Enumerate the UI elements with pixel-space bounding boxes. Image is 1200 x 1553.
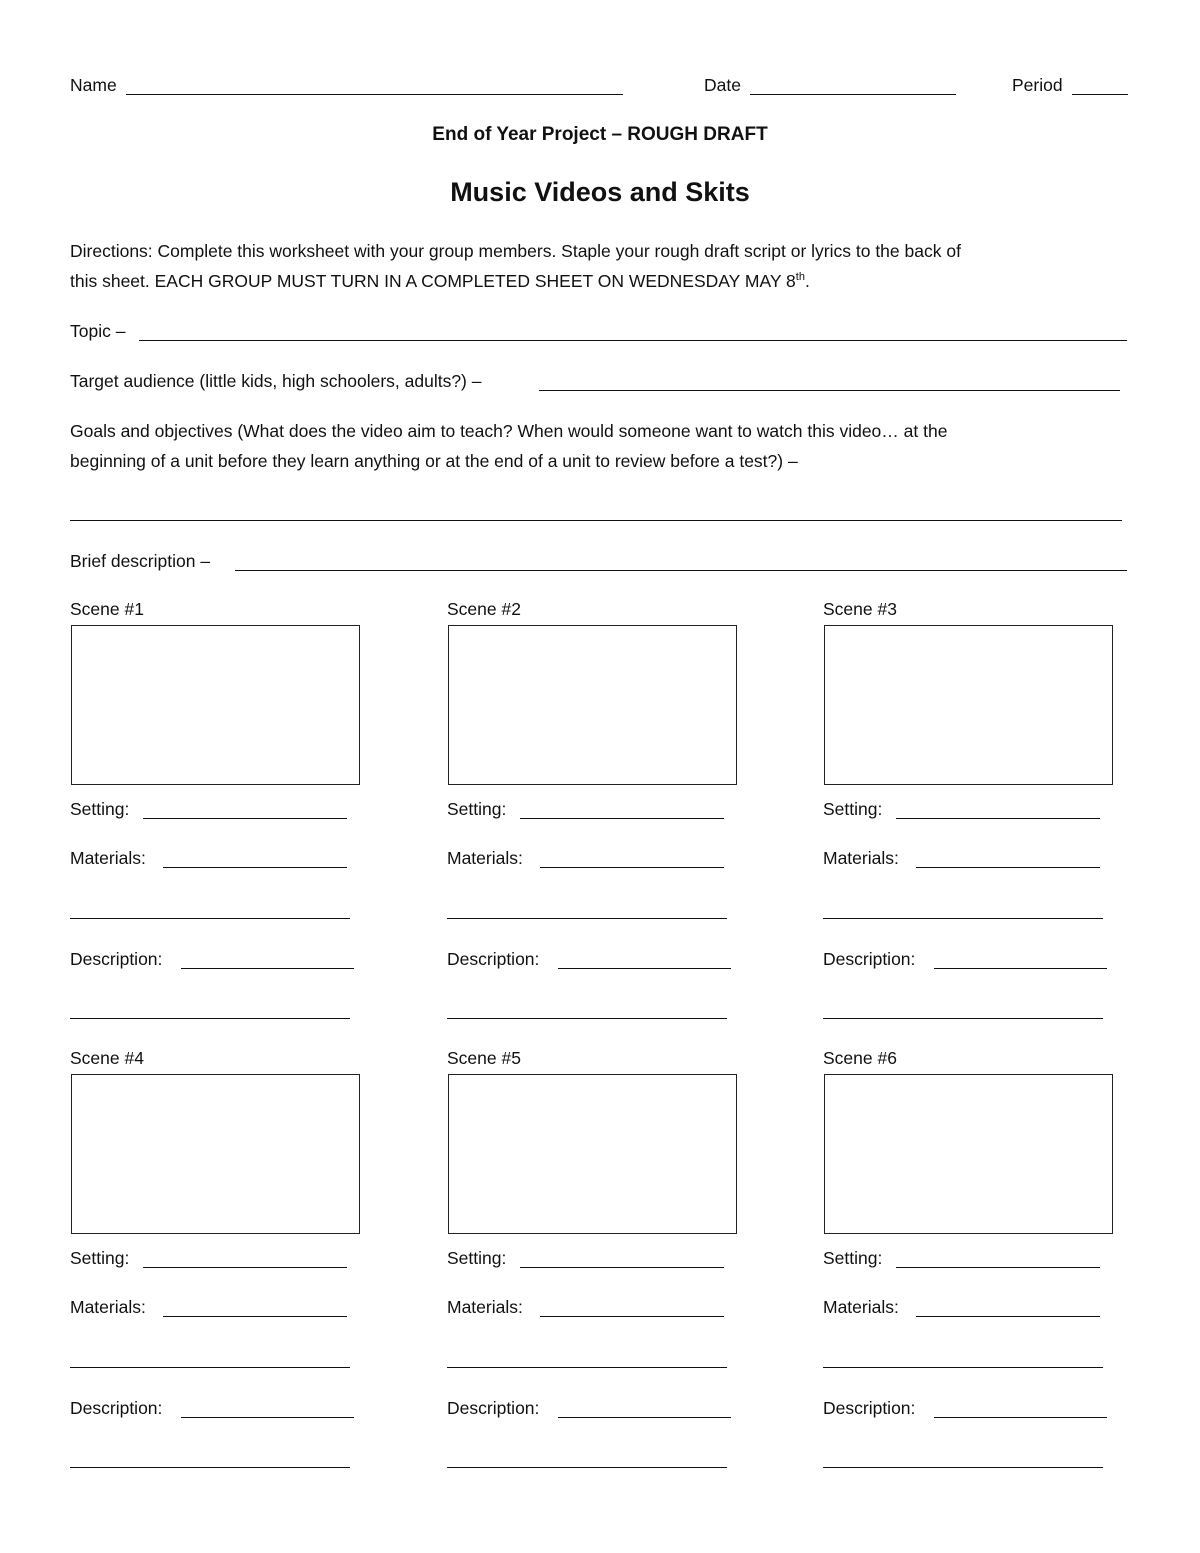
scene-3-description-label: Description: — [823, 949, 916, 969]
scene-5-description-field-2[interactable] — [447, 1467, 727, 1468]
scene-5-sketch-box[interactable] — [448, 1074, 737, 1234]
directions-line-2 — [70, 270, 810, 292]
scene-3-title: Scene #3 — [823, 599, 897, 619]
scene-2-materials-field[interactable] — [540, 867, 724, 868]
topic-field[interactable] — [139, 340, 1127, 341]
name-field[interactable] — [126, 94, 623, 95]
scene-6-materials-label: Materials: — [823, 1297, 899, 1317]
scene-4-materials-label: Materials: — [70, 1297, 146, 1317]
scene-1-description-label: Description: — [70, 949, 163, 969]
scene-5-materials-field-2[interactable] — [447, 1367, 727, 1368]
scene-2-description-field-2[interactable] — [447, 1018, 727, 1019]
scene-1-description-field-2[interactable] — [70, 1018, 350, 1019]
scene-4-materials-field[interactable] — [163, 1316, 347, 1317]
scene-5-materials-label: Materials: — [447, 1297, 523, 1317]
directions-line-1: Directions: Complete this worksheet with your group members. Staple your rough draft script or lyrics to the back of — [70, 241, 961, 261]
directions-text: this sheet. EACH GROUP MUST TURN IN A COMPLETED SHEET ON WEDNESDAY MAY 8 — [70, 271, 796, 291]
directions-superscript: th — [795, 271, 805, 284]
date-field[interactable] — [750, 94, 956, 95]
scene-4-description-label: Description: — [70, 1398, 163, 1418]
scene-2-materials-label: Materials: — [447, 848, 523, 868]
date-label: Date — [704, 75, 741, 95]
scene-2-description-field[interactable] — [558, 968, 731, 969]
page-title: Music Videos and Skits — [450, 177, 750, 207]
audience-label: Target audience (little kids, high schoolers, adults?) – — [70, 371, 482, 391]
scene-6-sketch-box[interactable] — [824, 1074, 1113, 1234]
period-field[interactable] — [1072, 94, 1128, 95]
scene-1-materials-label: Materials: — [70, 848, 146, 868]
scene-1-materials-field-2[interactable] — [70, 918, 350, 919]
scene-4-setting-field[interactable] — [143, 1267, 347, 1268]
scene-1-setting-field[interactable] — [143, 818, 347, 819]
brief-field[interactable] — [235, 570, 1127, 571]
scene-4-title: Scene #4 — [70, 1048, 144, 1068]
scene-4-materials-field-2[interactable] — [70, 1367, 350, 1368]
scene-1-title: Scene #1 — [70, 599, 144, 619]
scene-6-setting-label: Setting: — [823, 1248, 883, 1268]
scene-5-materials-field[interactable] — [540, 1316, 724, 1317]
scene-5-description-field[interactable] — [558, 1417, 731, 1418]
scene-3-sketch-box[interactable] — [824, 625, 1113, 785]
scene-2-setting-label: Setting: — [447, 799, 507, 819]
scene-3-materials-label: Materials: — [823, 848, 899, 868]
scene-6-title: Scene #6 — [823, 1048, 897, 1068]
scene-6-materials-field[interactable] — [916, 1316, 1100, 1317]
scene-3-description-field-2[interactable] — [823, 1018, 1103, 1019]
brief-label: Brief description – — [70, 551, 211, 571]
scene-4-description-field[interactable] — [181, 1417, 354, 1418]
scene-5-description-label: Description: — [447, 1398, 540, 1418]
scene-6-description-field[interactable] — [934, 1417, 1107, 1418]
scene-1-sketch-box[interactable] — [71, 625, 360, 785]
scene-6-description-field-2[interactable] — [823, 1467, 1103, 1468]
scene-3-setting-label: Setting: — [823, 799, 883, 819]
scene-2-materials-field-2[interactable] — [447, 918, 727, 919]
scene-4-setting-label: Setting: — [70, 1248, 130, 1268]
scene-3-setting-field[interactable] — [896, 818, 1100, 819]
goals-line-1: Goals and objectives (What does the video aim to teach? When would someone want to watch this video… at the — [70, 421, 948, 441]
scene-3-description-field[interactable] — [934, 968, 1107, 969]
topic-label: Topic – — [70, 321, 126, 341]
scene-2-setting-field[interactable] — [520, 818, 724, 819]
name-label: Name — [70, 75, 117, 95]
scene-3-materials-field[interactable] — [916, 867, 1100, 868]
goals-line-2: beginning of a unit before they learn anything or at the end of a unit to review before a test?) – — [70, 451, 798, 471]
scene-2-sketch-box[interactable] — [448, 625, 737, 785]
scene-5-setting-field[interactable] — [520, 1267, 724, 1268]
subtitle: End of Year Project – ROUGH DRAFT — [432, 124, 768, 145]
scene-6-description-label: Description: — [823, 1398, 916, 1418]
audience-field[interactable] — [539, 390, 1120, 391]
scene-2-description-label: Description: — [447, 949, 540, 969]
goals-field[interactable] — [70, 520, 1122, 521]
scene-1-description-field[interactable] — [181, 968, 354, 969]
scene-5-title: Scene #5 — [447, 1048, 521, 1068]
scene-3-materials-field-2[interactable] — [823, 918, 1103, 919]
scene-2-title: Scene #2 — [447, 599, 521, 619]
scene-1-materials-field[interactable] — [163, 867, 347, 868]
period-label: Period — [1012, 75, 1063, 95]
scene-6-setting-field[interactable] — [896, 1267, 1100, 1268]
scene-1-setting-label: Setting: — [70, 799, 130, 819]
directions-period: . — [804, 271, 810, 291]
scene-5-setting-label: Setting: — [447, 1248, 507, 1268]
scene-4-description-field-2[interactable] — [70, 1467, 350, 1468]
scene-4-sketch-box[interactable] — [71, 1074, 360, 1234]
scene-6-materials-field-2[interactable] — [823, 1367, 1103, 1368]
